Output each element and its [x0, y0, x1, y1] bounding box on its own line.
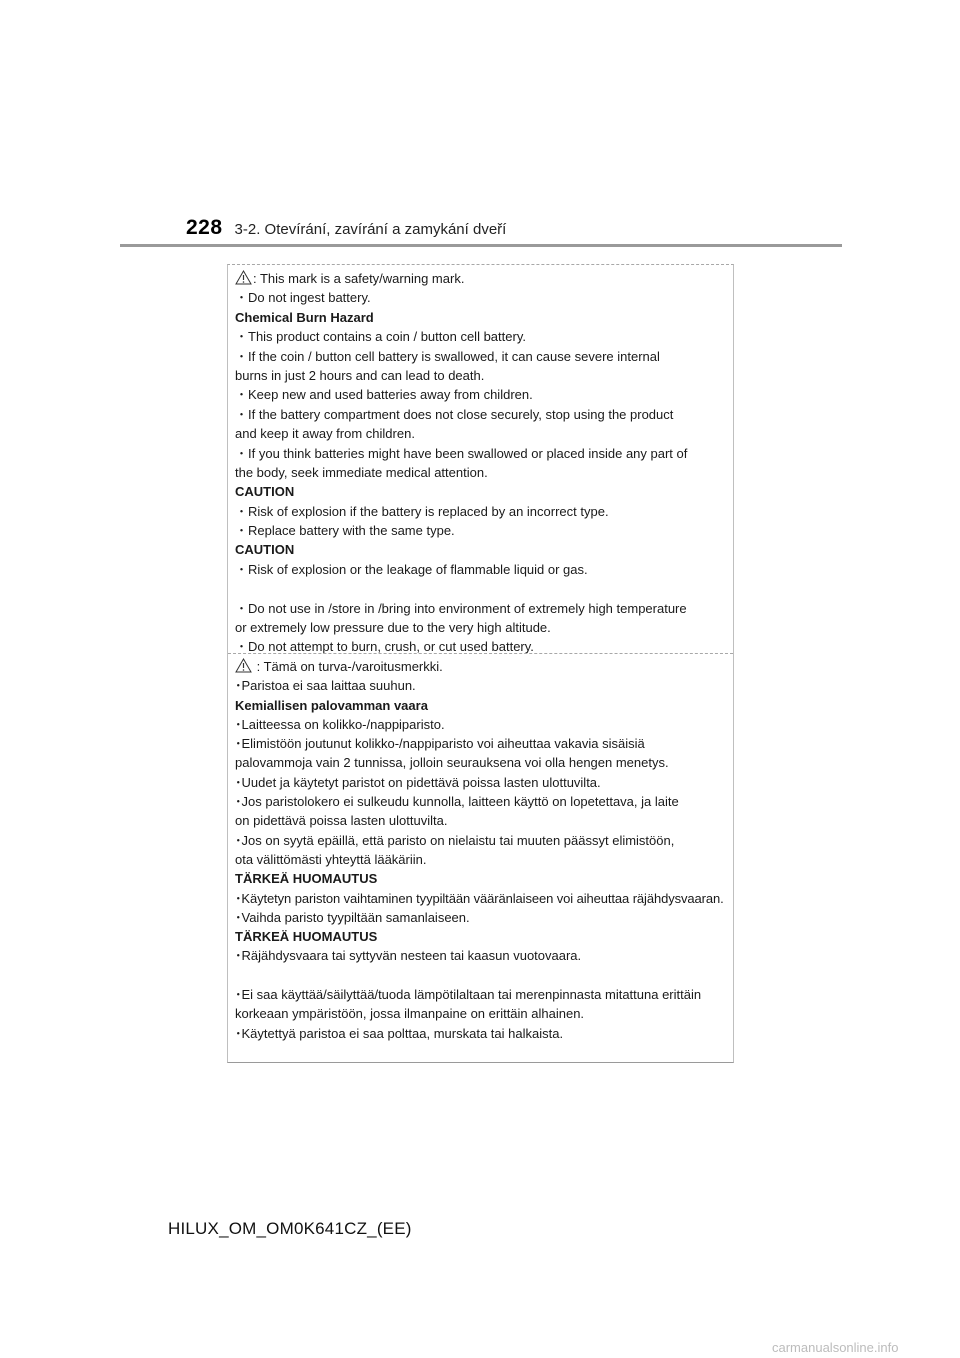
- label-line: [235, 385, 727, 404]
- label-line-text: ･Jos on syytä epäillä, että paristo on nielaistu tai muuten päässyt elimistöön,: [235, 832, 675, 848]
- label-line-text: ･Paristoa ei saa laittaa suuhun.: [235, 678, 416, 694]
- label-line-text: ・Do not ingest battery.: [235, 290, 371, 306]
- label-line-text: ・This product contains a coin / button cell battery.: [235, 329, 526, 345]
- watermark: carmanualsonline.info: [772, 1340, 899, 1355]
- label-line-text: ・If the coin / button cell battery is swallowed, it can cause severe internal: [235, 348, 660, 364]
- label-panel-finnish: [235, 657, 727, 1043]
- label-line: [235, 424, 727, 443]
- label-line-text: : Tämä on turva-/varoitusmerkki.: [253, 659, 443, 674]
- label-line-text: ・Keep new and used batteries away from children.: [235, 387, 533, 403]
- label-line: [235, 850, 727, 869]
- label-line-text: ･Elimistöön joutunut kolikko-/nappiparisto voi aiheuttaa vakavia sisäisiä: [235, 736, 645, 752]
- label-heading: [235, 482, 727, 501]
- label-line: [235, 734, 727, 753]
- label-line-text: ･Jos paristolokero ei sulkeudu kunnolla, laitteen käyttö on lopetettava, ja laite: [235, 794, 679, 810]
- label-line-text: CAUTION: [235, 542, 295, 558]
- page-header: [186, 216, 506, 246]
- label-line-text: ・Do not attempt to burn, crush, or cut used battery.: [235, 639, 534, 655]
- label-line: [235, 753, 727, 772]
- label-line: [235, 618, 727, 637]
- label-line-text: ･Ei saa käyttää/säilyttää/tuoda lämpötilaltaan tai merenpinnasta mitattuna erittäin: [235, 987, 702, 1003]
- header-rule: [120, 244, 842, 247]
- label-line-text: TÄRKEÄ HUOMAUTUS: [235, 871, 378, 887]
- label-line-text: ･Laitteessa on kolikko-/nappiparisto.: [235, 716, 445, 732]
- warning-triangle-icon: [235, 270, 252, 285]
- label-line: [235, 327, 727, 346]
- label-line-text: ・Risk of explosion if the battery is replaced by an incorrect type.: [235, 503, 609, 519]
- label-line-text: ・Risk of explosion or the leakage of flammable liquid or gas.: [235, 561, 588, 577]
- label-line-text: ･Käytetyn pariston vaihtaminen tyypiltään vääränlaiseen voi aiheuttaa räjähdysvaaran.: [235, 890, 724, 906]
- section-title: 3-2. Otevírání, zavírání a zamykání dveří: [234, 221, 507, 238]
- label-line-text: : This mark is a safety/warning mark.: [253, 271, 465, 286]
- label-panel-english: [235, 269, 727, 657]
- label-line-text: TÄRKEÄ HUOMAUTUS: [235, 929, 378, 945]
- label-line: [235, 1024, 727, 1043]
- label-heading: [235, 696, 727, 715]
- label-line-text: ･Vaihda paristo tyypiltään samanlaiseen.: [235, 909, 470, 925]
- label-line-text: the body, seek immediate medical attention.: [235, 464, 488, 480]
- label-line-text: ・If you think batteries might have been swallowed or placed inside any part of: [235, 445, 688, 461]
- page-number: 228: [186, 216, 223, 239]
- label-line: [235, 889, 727, 908]
- label-line: [235, 715, 727, 734]
- label-line-text: or extremely low pressure due to the very high altitude.: [235, 620, 551, 636]
- label-heading: [235, 927, 727, 946]
- label-line-text: ･Räjähdysvaara tai syttyvän nesteen tai kaasun vuotovaara.: [235, 948, 582, 964]
- label-line: [235, 269, 727, 288]
- label-line: [235, 792, 727, 811]
- label-heading: [235, 308, 727, 327]
- label-line-text: Chemical Burn Hazard: [235, 309, 374, 325]
- label-line: [235, 811, 727, 830]
- label-line: [235, 366, 727, 385]
- document-code: HILUX_OM_OM0K641CZ_(EE): [168, 1219, 412, 1238]
- label-line-text: and keep it away from children.: [235, 426, 415, 442]
- label-line: [235, 831, 727, 850]
- label-line-text: CAUTION: [235, 484, 295, 500]
- label-spacer: [235, 966, 727, 985]
- label-line: [235, 288, 727, 307]
- label-line-text: ・If the battery compartment does not close securely, stop using the product: [235, 406, 674, 422]
- label-line: [235, 985, 727, 1004]
- label-line-text: korkeaan ympäristöön, jossa ilmanpaine on erittäin alhainen.: [235, 1006, 585, 1022]
- label-line-text: burns in just 2 hours and can lead to death.: [235, 367, 485, 383]
- label-line-text: ･Uudet ja käytetyt paristot on pidettävä poissa lasten ulottuvilta.: [235, 774, 601, 790]
- label-line: [235, 908, 727, 927]
- warning-triangle-icon: [235, 658, 252, 673]
- label-line: [235, 1004, 727, 1023]
- label-line-text: palovammoja vain 2 tunnissa, jolloin seurauksena voi olla hengen menetys.: [235, 755, 669, 771]
- label-line: [235, 444, 727, 463]
- label-line-text: ・Replace battery with the same type.: [235, 523, 455, 539]
- label-line-text: ・Do not use in /store in /bring into environment of extremely high temperature: [235, 600, 687, 616]
- label-line: [235, 521, 727, 540]
- label-line: [235, 773, 727, 792]
- battery-warning-label: [227, 264, 734, 1063]
- label-line: [235, 502, 727, 521]
- label-line: [235, 676, 727, 695]
- label-line-text: ･Käytettyä paristoa ei saa polttaa, murskata tai halkaista.: [235, 1025, 564, 1041]
- label-line: [235, 560, 727, 579]
- label-line: [235, 657, 727, 676]
- label-line-text: ota välittömästi yhteyttä lääkäriin.: [235, 851, 427, 867]
- label-line: [235, 463, 727, 482]
- label-heading: [235, 540, 727, 559]
- label-line: [235, 347, 727, 366]
- label-heading: [235, 869, 727, 888]
- label-line-text: Kemiallisen palovamman vaara: [235, 697, 428, 713]
- label-spacer: [235, 579, 727, 598]
- panel-divider: [228, 653, 733, 654]
- label-line-text: on pidettävä poissa lasten ulottuvilta.: [235, 813, 448, 829]
- label-line: [235, 405, 727, 424]
- label-line: [235, 946, 727, 965]
- label-line: [235, 599, 727, 618]
